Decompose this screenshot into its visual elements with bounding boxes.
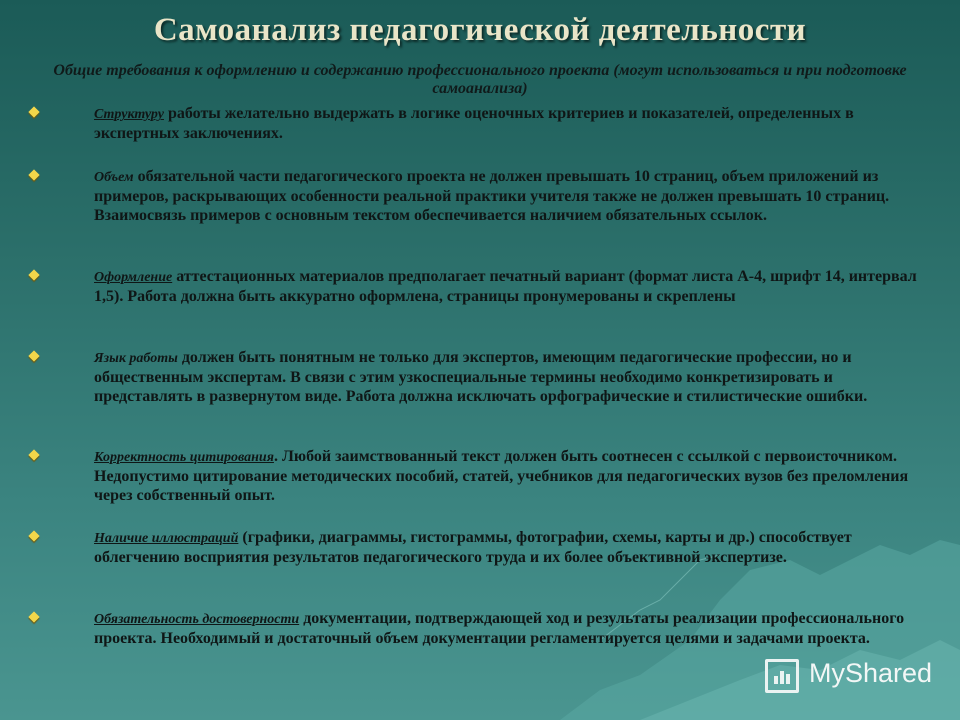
diamond-bullet-icon xyxy=(28,350,39,361)
list-item-text xyxy=(94,267,934,306)
list-item-lead: Корректность цитирования xyxy=(94,450,274,465)
list-item-text xyxy=(94,348,934,406)
list-item-body: должен быть понятным не только для экспертов, имеющим педагогические профессии, но и общественным экспертам. В связи с этим узкоспециальные термины необходимо конкретизировать и представлять в развернутом виде. Работа должна исключать орфографические и стилистические ошибки. xyxy=(94,349,868,405)
diamond-bullet-icon xyxy=(28,106,39,117)
list-item-lead: Структуру xyxy=(94,107,164,122)
list-item-body: обязательной части педагогического проекта не должен превышать 10 страниц, объем приложений из примеров, раскрывающих особенности реальной практики учителя также не должен превышать 10 страниц. Взаимосвязь примеров с основным текстом обеспечивается наличием обязательных ссылок. xyxy=(94,168,890,224)
list-item-body: (графики, диаграммы, гистограммы, фотографии, схемы, карты и др.) способствует облегчению восприятия результатов педагогического труда и их более объективной экспертизе. xyxy=(94,529,852,566)
list-item-lead: Наличие иллюстраций xyxy=(94,531,239,546)
list-item-text xyxy=(94,528,934,567)
list-item-text xyxy=(94,447,934,505)
list-item-lead: Язык работы xyxy=(94,351,178,366)
list-item-text xyxy=(94,167,934,225)
diamond-bullet-icon xyxy=(28,269,39,280)
list-item-lead: Оформление xyxy=(94,270,173,285)
list-item-text xyxy=(94,104,934,143)
slide-title: Самоанализ педагогической деятельности xyxy=(153,12,807,48)
diamond-bullet-icon xyxy=(28,449,39,460)
list-item-lead: Обязательность достоверности xyxy=(94,612,300,627)
chart-logo-icon xyxy=(765,659,799,693)
list-item-text xyxy=(94,609,934,648)
list-item-body: документации, подтверждающей ход и результаты реализации профессионального проекта. Необходимый и достаточный объем документации регламентируется целями и задачами проекта. xyxy=(94,610,905,647)
watermark-brand: MyShared xyxy=(809,658,933,688)
diamond-bullet-icon xyxy=(28,530,39,541)
list-item-body: работы желательно выдержать в логике оценочных критериев и показателей, определенных в экспертных заключениях. xyxy=(94,105,854,142)
diamond-bullet-icon xyxy=(28,169,39,180)
list-item-body: . Любой заимствованный текст должен быть соотнесен с ссылкой с первоисточником. Недопустимо цитирование методических пособий, статей, учебников для педагогических вузов без преломления через собственный опыт. xyxy=(94,448,909,504)
diamond-bullet-icon xyxy=(28,611,39,622)
slide-subtitle: Общие требования к оформлению и содержанию профессионального проекта (могут использоваться и при подготовке самоанализа) xyxy=(53,62,907,97)
myshared-watermark xyxy=(765,655,945,695)
list-item-body: аттестационных материалов предполагает печатный вариант (формат листа А-4, шрифт 14, интервал 1,5). Работа должна быть аккуратно оформлена, страницы пронумерованы и скреплены xyxy=(94,268,917,305)
list-item-lead: Объем xyxy=(94,170,134,185)
